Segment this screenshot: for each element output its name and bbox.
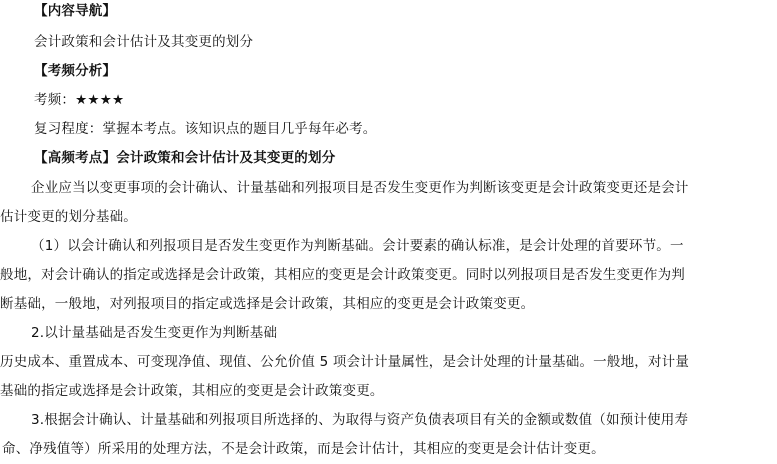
paragraph-1-line-1: 企业应当以变更事项的会计确认、计量基础和列报项目是否发生变更作为判断该变更是会计政策变更还是会计: [31, 180, 689, 196]
paragraph-2-line-3: 断基础，一般地，对列报项目的指定或选择是会计政策，其相应的变更是会计政策变更。: [0, 296, 535, 312]
paragraph-3-line-2: 基础的指定或选择是会计政策，其相应的变更是会计政策变更。: [0, 383, 384, 399]
freq-heading: 【考频分析】: [34, 63, 117, 79]
paragraph-3-line-1: 历史成本、重置成本、可变现净值、现值、公允价值 5 项会计计量属性，是会计处理的计量基础。一般地，对计量: [0, 354, 690, 370]
paragraph-4-line-2: 命、净残值等）所采用的处理方法，不是会计政策，而是会计估计，其相应的变更是会计估计变更。: [2, 441, 605, 457]
paragraph-4-line-1: 3.根据会计确认、计量基础和列报项目所选择的、为取得与资产负债表项目有关的金额或数值（如预计使用寿: [31, 412, 689, 428]
paragraph-3-title: 2.以计量基础是否发生变更作为判断基础: [31, 325, 278, 341]
paragraph-2-line-1: （1）以会计确认和列报项目是否发生变更作为判断基础。会计要素的确认标准，是会计处理的首要环节。一: [31, 238, 684, 254]
key-heading: 【高频考点】会计政策和会计估计及其变更的划分: [34, 150, 336, 166]
freq-text: 考频：★★★★: [34, 92, 125, 108]
nav-text: 会计政策和会计估计及其变更的划分: [34, 34, 254, 50]
review-text: 复习程度：掌握本考点。该知识点的题目几乎每年必考。: [34, 121, 377, 137]
paragraph-2-line-2: 般地，对会计确认的指定或选择是会计政策，其相应的变更是会计政策变更。同时以列报项目是否发生变更作为判: [0, 267, 685, 283]
paragraph-1-line-2: 估计变更的划分基础。: [0, 209, 137, 225]
nav-heading: 【内容导航】: [34, 3, 117, 19]
